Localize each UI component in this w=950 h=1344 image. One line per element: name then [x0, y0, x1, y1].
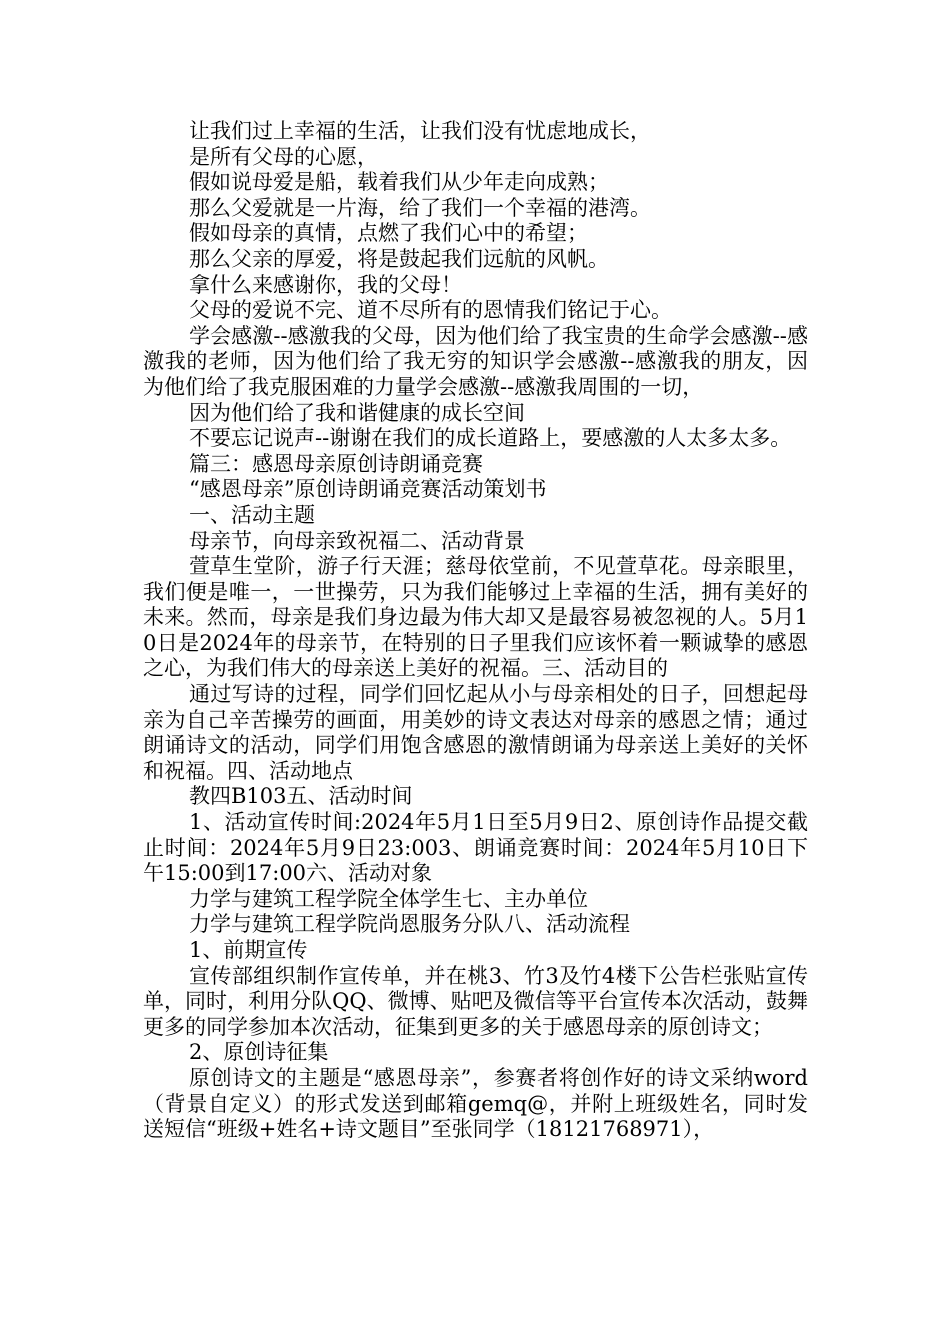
text-line: 假如说母爱是船，载着我们从少年走向成熟； — [189, 170, 609, 195]
paragraph: 不要忘记说声--谢谢在我们的成长道路上，要感激的人太多太多。 — [189, 426, 792, 451]
text-line: 假如母亲的真情，点燃了我们心中的希望； — [189, 221, 588, 246]
subheading: 2、原创诗征集 — [189, 1040, 329, 1065]
paragraph: 宣传部组织制作宣传单，并在桃3、竹3及竹4楼下公告栏张贴宣传单，同时，利用分队QQ、微博、贴吧及微信等平台宣传本次活动，鼓舞更多的同学参加本次活动，征集到更多的关于感恩母亲的原创诗文； — [143, 963, 808, 1039]
text-line: 拿什么来感谢你，我的父母！ — [189, 272, 462, 297]
text-line: 那么父亲的厚爱，将是鼓起我们远航的风帆。 — [189, 246, 609, 271]
text-line: 让我们过上幸福的生活，让我们没有忧虑地成长， — [189, 119, 651, 143]
subheading: 一、活动主题 — [189, 502, 315, 527]
paragraph: 学会感激--感激我的父母，因为他们给了我宝贵的生命学会感激--感激我的老师，因为他们给了我无穷的知识学会感激--感激我的朋友，因为他们给了我克服困难的力量学会感激--感激我周围的一切， — [143, 323, 808, 399]
paragraph: 1、活动宣传时间:2024年5月1日至5月9日2、原创诗作品提交截止时间：2024年5月9日23:003、朗诵竞赛时间：2024年5月10日下午15:00到17:00六、活动对象 — [143, 810, 808, 886]
paragraph: 通过写诗的过程，同学们回忆起从小与母亲相处的日子，回想起母亲为自己辛苦操劳的画面，用美妙的诗文表达对母亲的感恩之情；通过朗诵诗文的活动，同学们用饱含感恩的激情朗诵为母亲送上美好的关怀和祝福。四、活动地点 — [143, 682, 808, 783]
subheading: 1、前期宣传 — [189, 938, 308, 962]
text-line: 那么父爱就是一片海，给了我们一个幸福的港湾。 — [189, 195, 651, 220]
section-heading: 篇三：感恩母亲原创诗朗诵竞赛 — [189, 451, 483, 476]
text-line: 因为他们给了我和谐健康的成长空间 — [189, 400, 525, 425]
document-title: “感恩母亲”原创诗朗诵竞赛活动策划书 — [189, 477, 547, 502]
document-page — [143, 119, 808, 1143]
paragraph: 萱草生堂阶，游子行天涯；慈母依堂前，不见萱草花。母亲眼里，我们便是唯一，一世操劳，只为我们能够过上幸福的生活，拥有美好的未来。然而，母亲是我们身边最为伟大却又是最容易被忽视的人。5月10日是2024年的母亲节，在特别的日子里我们应该怀着一颗诚挚的感恩之心，为我们伟大的母亲送上美好的祝福。三、活动目的 — [143, 554, 808, 681]
text-line: 是所有父母的心愿， — [189, 144, 378, 169]
text-line: 母亲节，向母亲致祝福二、活动背景 — [189, 528, 525, 553]
paragraph: 原创诗文的主题是“感恩母亲”，参赛者将创作好的诗文采纳word（背景自定义）的形式发送到邮箱gemq@，并附上班级姓名，同时发送短信“班级+姓名+诗文题目”至张同学（18121768971）， — [143, 1065, 808, 1142]
text-line: 父母的爱说不完、道不尽所有的恩情我们铭记于心。 — [189, 298, 672, 323]
text-line: 力学与建筑工程学院尚恩服务分队八、活动流程 — [189, 912, 630, 937]
text-line: 教四B103五、活动时间 — [189, 784, 413, 809]
text-line: 力学与建筑工程学院全体学生七、主办单位 — [189, 886, 588, 911]
